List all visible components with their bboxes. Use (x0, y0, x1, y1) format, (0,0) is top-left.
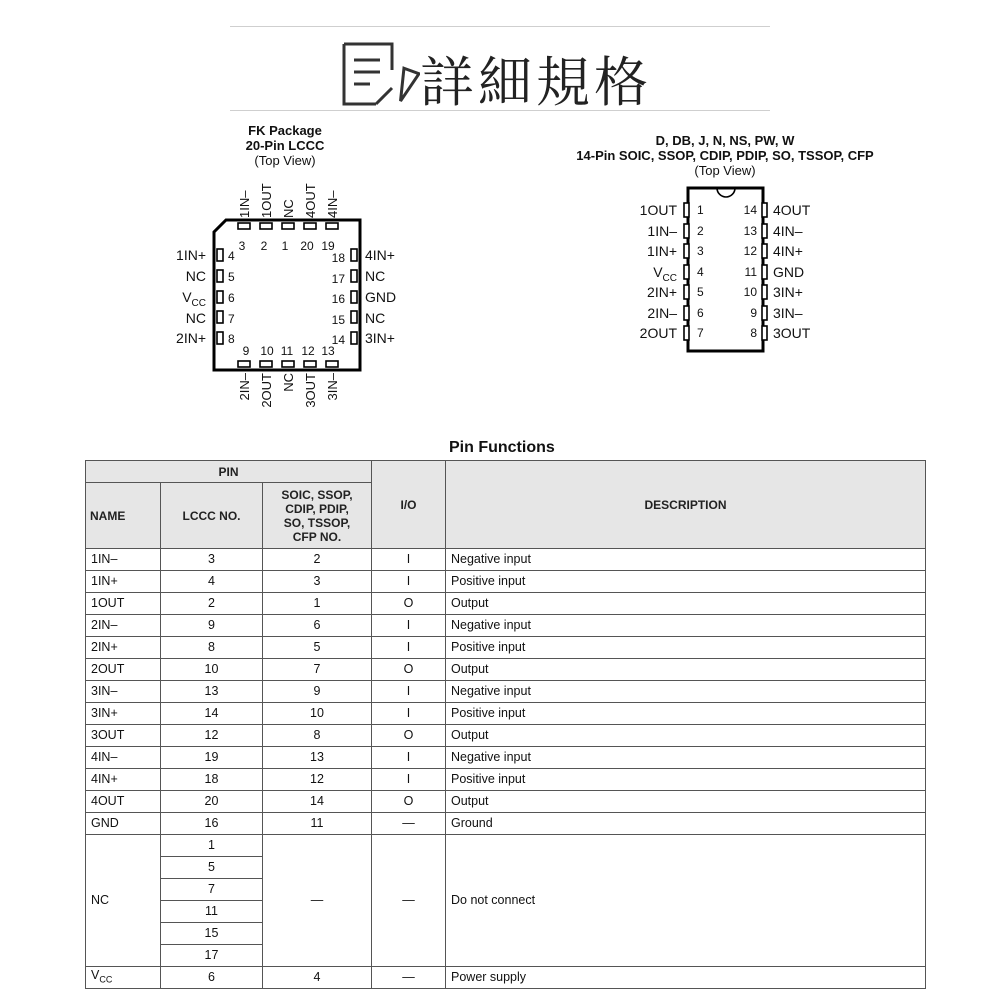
cell-soic: 10 (263, 703, 372, 725)
table-row (86, 703, 926, 725)
dip-left-pin-number: 1 (697, 203, 704, 217)
table-row (86, 549, 926, 571)
table-row (86, 725, 926, 747)
fk-top-pin-label: 4IN– (325, 190, 340, 218)
fk-top-pin-label: NC (281, 199, 296, 218)
table-row (86, 659, 926, 681)
cell-io: I (372, 703, 446, 725)
fk-right-pin-number: 15 (331, 313, 345, 327)
table-row (86, 967, 926, 989)
cell-io: O (372, 791, 446, 813)
header-soic-line: CDIP, PDIP, (285, 501, 349, 516)
cell-io: I (372, 681, 446, 703)
cell-io: I (372, 769, 446, 791)
dip-caption-line: D, DB, J, N, NS, PW, W (655, 133, 795, 148)
header-io: I/O (372, 461, 446, 549)
cell-soic: 8 (263, 725, 372, 747)
cell-description: Positive input (446, 703, 926, 725)
fk-right-pin-number: 14 (331, 333, 345, 347)
table-row (86, 769, 926, 791)
cell-soic: 5 (263, 637, 372, 659)
fk-bottom-pin-label: NC (281, 373, 296, 392)
fk-top-pin-number: 20 (300, 239, 314, 253)
fk-bottom-pin-label: 3IN– (325, 373, 340, 401)
cell-description: Negative input (446, 615, 926, 637)
fk-left-pin-label: 1IN+ (176, 247, 206, 263)
cell-soic: 2 (263, 549, 372, 571)
dip-left-pin-number: 4 (697, 265, 704, 279)
table-row (86, 747, 926, 769)
cell-lccc: 8 (161, 637, 263, 659)
header-description: DESCRIPTION (446, 461, 926, 549)
table-row (86, 615, 926, 637)
cell-lccc: 3 (161, 549, 263, 571)
dip-right-pin-label: 4OUT (773, 202, 811, 218)
cell-lccc: 15 (161, 923, 263, 945)
table-row (86, 791, 926, 813)
pin-functions-table (85, 460, 926, 989)
cell-lccc: 4 (161, 571, 263, 593)
cell-name: GND (86, 813, 161, 835)
cell-io: I (372, 571, 446, 593)
fk-package-diagram (160, 180, 420, 430)
fk-right-pin-number: 18 (331, 251, 345, 265)
fk-caption-line: 20-Pin LCCC (245, 138, 325, 153)
cell-soic: 13 (263, 747, 372, 769)
fk-bottom-pin-label: 3OUT (303, 373, 318, 408)
cell-description: Ground (446, 813, 926, 835)
cell-soic: 14 (263, 791, 372, 813)
cell-name: 2IN– (86, 615, 161, 637)
cell-description: Output (446, 593, 926, 615)
fk-top-pin-number: 3 (238, 239, 246, 253)
cell-lccc: 5 (161, 857, 263, 879)
dip-right-pin-label: 3IN– (773, 305, 803, 321)
fk-top-pin-number: 1 (281, 239, 289, 253)
title-top-rule (230, 26, 770, 27)
cell-name: 1IN– (86, 549, 161, 571)
dip-package-diagram (620, 180, 830, 360)
table-row (86, 637, 926, 659)
header-soic-line: CFP NO. (292, 529, 342, 544)
cell-lccc: 7 (161, 879, 263, 901)
table-row (86, 593, 926, 615)
header-soic (263, 483, 372, 549)
dip-right-pin-label: 4IN+ (773, 243, 803, 259)
cell-io: O (372, 593, 446, 615)
cell-lccc: 20 (161, 791, 263, 813)
fk-top-pin-number: 19 (321, 239, 335, 253)
cell-description: Output (446, 659, 926, 681)
nc-rows (86, 835, 926, 989)
header-pin: PIN (86, 461, 372, 483)
dip-left-pin-number: 3 (697, 244, 704, 258)
cell-name: 3IN– (86, 681, 161, 703)
fk-bottom-pin-number: 9 (242, 344, 250, 358)
cell-name: 4IN– (86, 747, 161, 769)
dip-caption-line: 14-Pin SOIC, SSOP, CDIP, PDIP, SO, TSSOP, CFP (576, 148, 874, 163)
cell-io: I (372, 637, 446, 659)
dip-left-pin-number: 7 (697, 326, 704, 340)
dip-right-pin-number: 10 (743, 285, 757, 299)
dip-right-pin-label: 3IN+ (773, 284, 803, 300)
dip-left-pin-label: 1IN+ (647, 243, 677, 259)
cell-name: 3OUT (86, 725, 161, 747)
cell-io: — (372, 813, 446, 835)
cell-soic: 3 (263, 571, 372, 593)
cell-description: Negative input (446, 747, 926, 769)
cell-io: O (372, 725, 446, 747)
cell-name: 2OUT (86, 659, 161, 681)
cell-soic: 9 (263, 681, 372, 703)
fk-right-pin-label: 3IN+ (365, 330, 395, 346)
dip-right-pin-number: 9 (750, 306, 757, 320)
cell-description: Do not connect (446, 835, 926, 967)
fk-bottom-pin-label: 2OUT (259, 373, 274, 408)
cell-soic: 1 (263, 593, 372, 615)
cell-description: Power supply (446, 967, 926, 989)
fk-top-pin-number: 2 (260, 239, 268, 253)
fk-left-pin-label: NC (185, 268, 206, 284)
cell-description: Negative input (446, 549, 926, 571)
header-soic-line: SOIC, SSOP, (281, 487, 353, 502)
fk-bottom-pin-number: 12 (301, 344, 315, 358)
header-lccc: LCCC NO. (161, 483, 263, 549)
fk-left-pin-number: 8 (228, 332, 235, 346)
fk-right-pin-number: 17 (331, 272, 345, 286)
cell-soic: 7 (263, 659, 372, 681)
cell-lccc: 12 (161, 725, 263, 747)
cell-name: 4IN+ (86, 769, 161, 791)
cell-description: Negative input (446, 681, 926, 703)
cell-description: Positive input (446, 571, 926, 593)
dip-right-pin-number: 8 (750, 326, 757, 340)
dip-caption-line: (Top View) (694, 163, 756, 178)
document-edit-icon (340, 40, 420, 110)
fk-right-pin-number: 16 (331, 292, 345, 306)
dip-right-pin-label: 3OUT (773, 325, 811, 341)
cell-name: 1OUT (86, 593, 161, 615)
fk-top-pin-label: 4OUT (303, 183, 318, 218)
dip-right-pin-label: 4IN– (773, 223, 803, 239)
cell-lccc: 2 (161, 593, 263, 615)
cell-lccc: 1 (161, 835, 263, 857)
cell-lccc: 17 (161, 945, 263, 967)
cell-name-vcc: $V_{CC}$ (86, 967, 161, 989)
cell-soic: 12 (263, 769, 372, 791)
fk-right-pin-label: NC (365, 268, 386, 284)
cell-name: 3IN+ (86, 703, 161, 725)
cell-io: — (372, 967, 446, 989)
dip-package-caption (545, 133, 905, 178)
pin-rows (86, 549, 926, 835)
fk-left-pin-label: 2IN+ (176, 330, 206, 346)
fk-left-pin-label-vcc: $V_{CC}$ (182, 289, 206, 309)
cell-description: Output (446, 791, 926, 813)
title-banner (0, 18, 1000, 118)
page-title: 詳細規格 (420, 51, 652, 114)
dip-left-pin-label: 2OUT (639, 325, 677, 341)
fk-left-pin-number: 6 (228, 291, 235, 305)
dip-left-pin-label: 1OUT (639, 202, 677, 218)
cell-lccc: 10 (161, 659, 263, 681)
fk-top-pin-label: 1OUT (259, 183, 274, 218)
table-row (86, 571, 926, 593)
fk-left-pin-number: 5 (228, 270, 235, 284)
fk-bottom-pin-number: 11 (280, 344, 294, 358)
cell-soic: — (263, 835, 372, 967)
table-row (86, 813, 926, 835)
dip-right-pin-number: 14 (743, 203, 757, 217)
cell-lccc: 11 (161, 901, 263, 923)
dip-right-pin-label: GND (773, 264, 805, 280)
cell-soic: 11 (263, 813, 372, 835)
cell-lccc: 14 (161, 703, 263, 725)
cell-io: O (372, 659, 446, 681)
header-name: NAME (86, 483, 161, 549)
dip-left-pin-label-vcc: $V_{CC}$ (653, 264, 677, 284)
cell-lccc: 6 (161, 967, 263, 989)
dip-right-pin-number: 12 (743, 244, 757, 258)
fk-caption-line: (Top View) (254, 153, 316, 168)
cell-io: I (372, 615, 446, 637)
cell-name: 2IN+ (86, 637, 161, 659)
dip-left-pin-number: 2 (697, 224, 704, 238)
fk-right-pin-label: 4IN+ (365, 247, 395, 263)
table-row (86, 681, 926, 703)
cell-name: 1IN+ (86, 571, 161, 593)
cell-io: — (372, 835, 446, 967)
fk-package-caption (185, 123, 385, 168)
fk-left-pin-label: NC (185, 310, 206, 326)
fk-left-pin-number: 7 (228, 312, 235, 326)
table-title: Pin Functions (449, 439, 555, 456)
cell-io: I (372, 747, 446, 769)
dip-left-pin-number: 5 (697, 285, 704, 299)
cell-name: NC (86, 835, 161, 967)
cell-lccc: 9 (161, 615, 263, 637)
cell-description: Positive input (446, 637, 926, 659)
header-soic-line: SO, TSSOP, (283, 515, 351, 530)
fk-top-pin-label: 1IN– (237, 190, 252, 218)
fk-right-pin-label: GND (365, 289, 397, 305)
fk-bottom-pin-number: 10 (260, 344, 274, 358)
fk-right-pin-label: NC (365, 310, 386, 326)
cell-description: Output (446, 725, 926, 747)
cell-lccc: 19 (161, 747, 263, 769)
fk-bottom-pin-label: 2IN– (237, 373, 252, 401)
cell-io: I (372, 549, 446, 571)
cell-lccc: 13 (161, 681, 263, 703)
cell-soic: 4 (263, 967, 372, 989)
dip-right-pin-number: 11 (744, 265, 757, 279)
cell-name: 4OUT (86, 791, 161, 813)
fk-caption-line: FK Package (248, 123, 322, 138)
fk-left-pin-number: 4 (228, 249, 235, 263)
cell-description: Positive input (446, 769, 926, 791)
cell-soic: 6 (263, 615, 372, 637)
dip-left-pin-label: 1IN– (647, 223, 677, 239)
cell-lccc: 16 (161, 813, 263, 835)
fk-bottom-pin-number: 13 (321, 344, 335, 358)
dip-left-pin-label: 2IN+ (647, 284, 677, 300)
dip-left-pin-label: 2IN– (647, 305, 677, 321)
cell-lccc: 18 (161, 769, 263, 791)
dip-left-pin-number: 6 (697, 306, 704, 320)
dip-right-pin-number: 13 (743, 224, 757, 238)
table-row (86, 835, 926, 857)
